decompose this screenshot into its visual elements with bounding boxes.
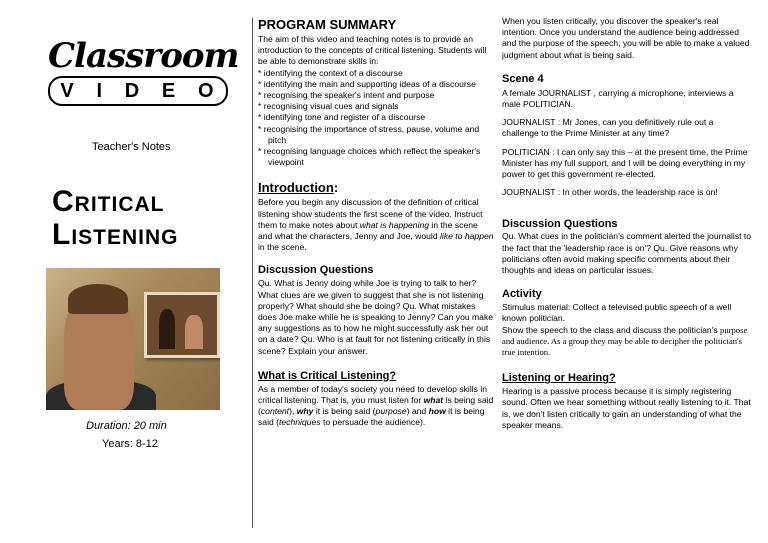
list-item: * identifying the main and supporting ideas of a discourse xyxy=(258,78,476,89)
discussion-questions-text: Qu. What is Jenny doing while Joe is trying to talk to her? What clues are we given to suggest that she is not listening properly? What should she be doing? Qu. What mistakes does Joe make while he is speaking to Jenny? Can you make any suggestions as to how he might successfully ask her out on a date? Qu. Who is at fault for not listening critically in this scene? Explain your answer. xyxy=(258,278,494,356)
text-emphasis: content xyxy=(260,406,290,417)
text-part: As a member of today's society you need to develop skills in critical listening. That is, you must listen for xyxy=(258,383,488,406)
text-part: ), xyxy=(289,406,297,417)
text-part: it is being said ( xyxy=(258,406,485,428)
years-text: Years: 8-12 xyxy=(102,438,158,450)
intro-text-emphasis: like to happen xyxy=(440,231,494,242)
discussion-questions-heading: Discussion Questions xyxy=(258,264,374,277)
document-title xyxy=(52,185,179,251)
activity-text-2 xyxy=(502,325,752,359)
text-emphasis: purpose xyxy=(375,406,407,417)
text-emphasis: why xyxy=(296,406,314,417)
intro-text-part: Before you begin any discussion of the definition of critical listening show students the first scene of the video. Instruct them to make notes about xyxy=(258,197,483,230)
scene-dialogue: JOURNALIST : Mr Jones, can you definitively rule out a challenge to the Prime Minister at any time? xyxy=(502,117,714,139)
photo-man-hair xyxy=(68,284,128,314)
text-emphasis: how xyxy=(428,406,446,417)
list-item: * recognising language choices which reflect the speaker's viewpoint xyxy=(258,146,481,168)
list-item: * recognising visual cues and signals xyxy=(258,101,399,112)
photo-inset-couple xyxy=(144,292,220,358)
introduction-colon: : xyxy=(333,180,339,196)
list-item: * recognising the speaker's intent and purpose xyxy=(258,90,435,101)
cover-photo xyxy=(46,268,220,410)
duration-text: Duration: 20 min xyxy=(86,420,167,432)
logo-letter: I xyxy=(96,79,104,102)
what-is-critical-listening-text xyxy=(258,384,494,429)
list-item: * identifying tone and register of a discourse xyxy=(258,112,426,123)
text-part: is being said ( xyxy=(258,395,494,417)
logo-letter: V xyxy=(60,79,76,102)
program-summary-intro: The aim of this video and teaching notes is to provide an introduction to the concepts of critical listening. Students will be able to demonstrate skills in: xyxy=(258,34,487,67)
intro-text-part: in the scene and what the characters, Jenny and Joe, would xyxy=(258,219,478,242)
left-column xyxy=(0,0,250,543)
activity-text-part-serif: purpose and audience. As a group they may be able to decipher the politician's true intention. xyxy=(502,324,748,358)
program-summary-heading: PROGRAM SUMMARY xyxy=(258,17,397,32)
logo-letter: E xyxy=(161,79,178,102)
text-part: ) and xyxy=(406,406,429,417)
listening-or-hearing-text: Hearing is a passive process because it is simply registering sound. Often we hear something without really listening to it. That is, we don't listen critically to gain an understanding of what the speaker means. xyxy=(502,386,751,430)
activity-heading: Activity xyxy=(502,288,542,301)
intro-text-emphasis: what is happening xyxy=(359,219,430,230)
introduction-text xyxy=(258,197,494,253)
text-emphasis: techniques xyxy=(279,417,321,428)
discussion-questions-heading-2: Discussion Questions xyxy=(502,218,618,231)
text-part: it is being said ( xyxy=(313,406,376,417)
column-divider xyxy=(252,18,253,528)
intro-text-part: in the scene. xyxy=(258,242,307,253)
listening-or-hearing-heading: Listening or Hearing? xyxy=(502,372,616,385)
scene-dialogue: POLITICIAN : I can only say this – at the present time, the Prime Minister has my full support, and I will be doing everything in my power to get this government re-elected. xyxy=(502,146,748,180)
activity-text: Stimulus material: Collect a televised public speech of a well known politician. xyxy=(502,302,732,324)
activity-text-part: Show the speech to the class and discuss the politician's xyxy=(502,324,721,335)
what-is-critical-listening-heading: What is Critical Listening? xyxy=(258,369,397,382)
logo-letter: O xyxy=(198,79,216,102)
middle-column xyxy=(258,0,494,429)
critical-listening-intro: When you listen critically, you discover the speaker's real intention. Once you understand the audience being addressed and the purpose of the speech, you will be able to make a valued judgment about what is being said. xyxy=(502,16,750,60)
skills-list xyxy=(258,68,494,169)
logo-script-text: Classroom xyxy=(48,36,239,76)
title-line-1: Critical xyxy=(52,185,165,218)
scene-dialogue: JOURNALIST : In other words, the leadership race is on! xyxy=(502,187,718,198)
introduction-heading xyxy=(258,180,494,195)
text-emphasis: what xyxy=(423,395,444,406)
list-item: * recognising the importance of stress, pause, volume and pitch xyxy=(258,123,480,145)
discussion-questions-text-2: Qu. What cues in the politician's comment alerted the journalist to the fact that the 'leadership race is on'? Qu. Give reasons why politicians often avoid making specific comments about their thoughts and ideas on particular issues. xyxy=(502,231,752,276)
list-item: * identifying the context of a discourse xyxy=(258,67,403,78)
title-line-2: Listening xyxy=(52,218,179,251)
right-column xyxy=(502,0,752,431)
logo-video-box xyxy=(48,76,228,106)
introduction-heading-text: Introduction xyxy=(258,180,334,196)
scene-description: A female JOURNALIST , carrying a microphone, interviews a male POLITICIAN. xyxy=(502,87,734,110)
text-part: to persuade the audience). xyxy=(320,417,426,428)
teachers-notes-label: Teacher's Notes xyxy=(92,141,171,153)
logo-letter: D xyxy=(124,79,142,102)
scene-4-heading: Scene 4 xyxy=(502,72,544,85)
